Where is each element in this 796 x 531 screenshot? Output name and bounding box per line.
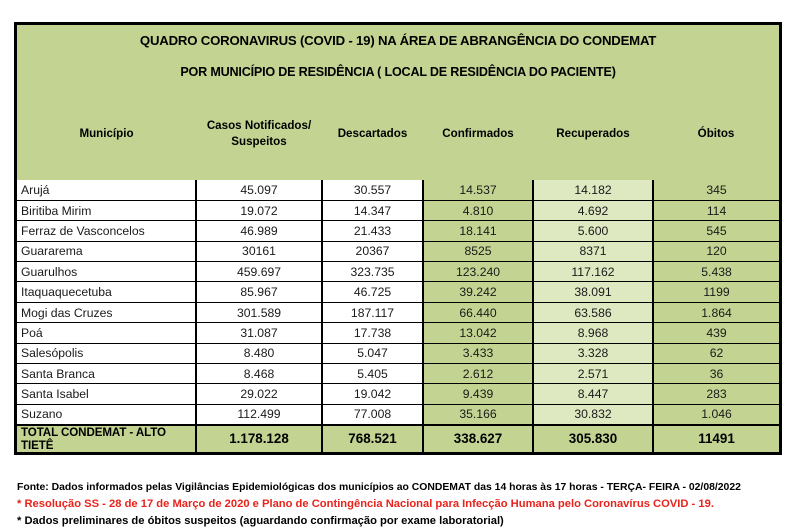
cell-descartados: 20367 xyxy=(322,241,423,261)
cell-confirmados: 123.240 xyxy=(423,262,533,282)
cell-notificados: 19.072 xyxy=(196,200,322,220)
total-confirmados: 338.627 xyxy=(423,425,533,452)
cell-recuperados: 5.600 xyxy=(533,221,653,241)
table-row xyxy=(17,282,779,302)
table-row xyxy=(17,221,779,241)
cell-municipio: Suzano xyxy=(17,404,196,424)
footnote-preliminary: * Dados preliminares de óbitos suspeitos (aguardando confirmação por exame laboratorial) xyxy=(17,515,504,527)
footnote-resolution: * Resolução SS - 28 de 17 de Março de 2020 e Plano de Contingência Nacional para Infecção Humana pelo Coronavírus COVID - 19. xyxy=(17,498,714,510)
cell-descartados: 5.405 xyxy=(322,364,423,384)
cell-confirmados: 66.440 xyxy=(423,302,533,322)
cell-obitos: 283 xyxy=(653,384,779,404)
cell-notificados: 8.468 xyxy=(196,364,322,384)
cell-notificados: 29.022 xyxy=(196,384,322,404)
cell-municipio: Santa Isabel xyxy=(17,384,196,404)
cell-notificados: 301.589 xyxy=(196,302,322,322)
cell-municipio: Santa Branca xyxy=(17,364,196,384)
cell-confirmados: 8525 xyxy=(423,241,533,261)
cell-descartados: 323.735 xyxy=(322,262,423,282)
cell-obitos: 120 xyxy=(653,241,779,261)
table-row xyxy=(17,404,779,424)
total-recuperados: 305.830 xyxy=(533,425,653,452)
table-row xyxy=(17,384,779,404)
covid-data-table xyxy=(14,22,782,455)
total-notificados: 1.178.128 xyxy=(196,425,322,452)
cell-descartados: 77.008 xyxy=(322,404,423,424)
cell-recuperados: 63.586 xyxy=(533,302,653,322)
cell-obitos: 1199 xyxy=(653,282,779,302)
table-row xyxy=(17,200,779,220)
cell-confirmados: 14.537 xyxy=(423,180,533,200)
column-header-casos-notificados xyxy=(196,88,322,180)
table-row xyxy=(17,302,779,322)
cell-municipio: Arujá xyxy=(17,180,196,200)
cell-descartados: 5.047 xyxy=(322,343,423,363)
table-row xyxy=(17,241,779,261)
cell-recuperados: 30.832 xyxy=(533,404,653,424)
table-row xyxy=(17,262,779,282)
cell-notificados: 45.097 xyxy=(196,180,322,200)
cell-recuperados: 8371 xyxy=(533,241,653,261)
column-header-casos-notificados-line2: Suspeitos xyxy=(231,135,287,148)
cell-notificados: 31.087 xyxy=(196,323,322,343)
cell-confirmados: 13.042 xyxy=(423,323,533,343)
cell-descartados: 30.557 xyxy=(322,180,423,200)
cell-notificados: 85.967 xyxy=(196,282,322,302)
cell-notificados: 112.499 xyxy=(196,404,322,424)
footnotes xyxy=(17,482,787,527)
cell-recuperados: 14.182 xyxy=(533,180,653,200)
cell-municipio: Mogi das Cruzes xyxy=(17,302,196,322)
cell-municipio: Itaquaquecetuba xyxy=(17,282,196,302)
table-title-sub: POR MUNICÍPIO DE RESIDÊNCIA ( LOCAL DE RESIDÊNCIA DO PACIENTE) xyxy=(17,56,779,88)
column-header-confirmados: Confirmados xyxy=(423,88,533,180)
table-title-main: QUADRO CORONAVIRUS (COVID - 19) NA ÁREA DE ABRANGÊNCIA DO CONDEMAT xyxy=(17,25,779,56)
cell-recuperados: 4.692 xyxy=(533,200,653,220)
cell-recuperados: 117.162 xyxy=(533,262,653,282)
cell-notificados: 46.989 xyxy=(196,221,322,241)
cell-obitos: 5.438 xyxy=(653,262,779,282)
cell-confirmados: 9.439 xyxy=(423,384,533,404)
cell-municipio: Ferraz de Vasconcelos xyxy=(17,221,196,241)
cell-confirmados: 3.433 xyxy=(423,343,533,363)
cell-notificados: 30161 xyxy=(196,241,322,261)
cell-obitos: 345 xyxy=(653,180,779,200)
total-label: TOTAL CONDEMAT - ALTO TIETÊ xyxy=(17,425,196,452)
cell-municipio: Guarulhos xyxy=(17,262,196,282)
cell-recuperados: 38.091 xyxy=(533,282,653,302)
table-total-row xyxy=(17,425,779,452)
title-row-1 xyxy=(17,25,779,56)
title-row-2 xyxy=(17,56,779,88)
total-descartados: 768.521 xyxy=(322,425,423,452)
cell-obitos: 1.864 xyxy=(653,302,779,322)
cell-recuperados: 3.328 xyxy=(533,343,653,363)
cell-municipio: Salesópolis xyxy=(17,343,196,363)
cell-obitos: 36 xyxy=(653,364,779,384)
cell-confirmados: 18.141 xyxy=(423,221,533,241)
column-header-descartados: Descartados xyxy=(322,88,423,180)
cell-municipio: Biritiba Mirim xyxy=(17,200,196,220)
cell-confirmados: 35.166 xyxy=(423,404,533,424)
cell-municipio: Guararema xyxy=(17,241,196,261)
column-header-casos-notificados-line1: Casos Notificados/ xyxy=(206,119,312,133)
cell-descartados: 14.347 xyxy=(322,200,423,220)
cell-descartados: 46.725 xyxy=(322,282,423,302)
cell-recuperados: 2.571 xyxy=(533,364,653,384)
cell-recuperados: 8.968 xyxy=(533,323,653,343)
cell-municipio: Poá xyxy=(17,323,196,343)
table-row xyxy=(17,364,779,384)
table-row xyxy=(17,323,779,343)
cell-confirmados: 2.612 xyxy=(423,364,533,384)
cell-descartados: 17.738 xyxy=(322,323,423,343)
table-row xyxy=(17,180,779,200)
cell-descartados: 19.042 xyxy=(322,384,423,404)
column-header-municipio: Município xyxy=(17,88,196,180)
cell-recuperados: 8.447 xyxy=(533,384,653,404)
cell-obitos: 439 xyxy=(653,323,779,343)
cell-confirmados: 39.242 xyxy=(423,282,533,302)
cell-descartados: 21.433 xyxy=(322,221,423,241)
cell-obitos: 114 xyxy=(653,200,779,220)
cell-notificados: 8.480 xyxy=(196,343,322,363)
table-row xyxy=(17,343,779,363)
total-obitos: 11491 xyxy=(653,425,779,452)
cell-notificados: 459.697 xyxy=(196,262,322,282)
cell-obitos: 545 xyxy=(653,221,779,241)
footnote-source: Fonte: Dados informados pelas Vigilâncias Epidemiológicas dos municípios ao CONDEMAT das 14 horas às 17 horas - TERÇA- FEIRA - 02/08/2022 xyxy=(17,482,741,493)
column-header-row xyxy=(17,88,779,180)
cell-confirmados: 4.810 xyxy=(423,200,533,220)
cell-obitos: 1.046 xyxy=(653,404,779,424)
column-header-obitos: Óbitos xyxy=(653,88,779,180)
cell-descartados: 187.117 xyxy=(322,302,423,322)
column-header-recuperados: Recuperados xyxy=(533,88,653,180)
cell-obitos: 62 xyxy=(653,343,779,363)
